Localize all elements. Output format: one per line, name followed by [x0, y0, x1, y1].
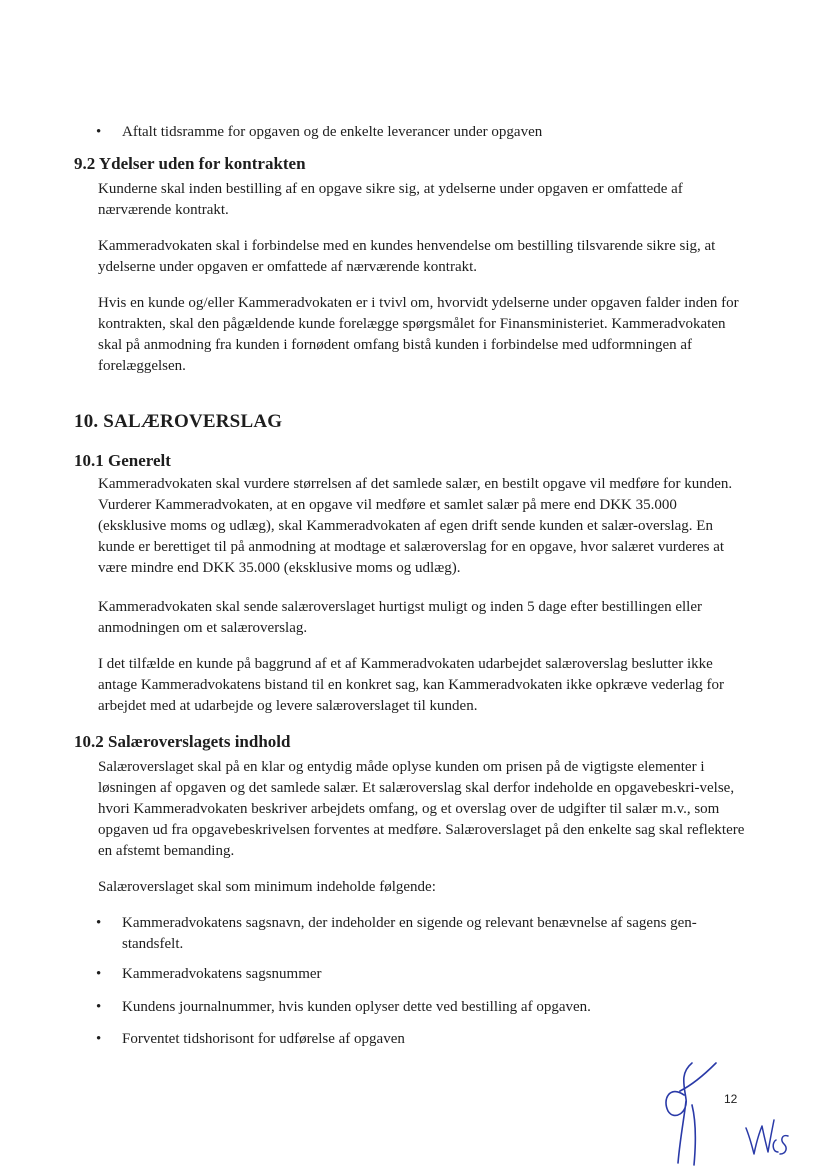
- list-item-text: Aftalt tidsramme for opgaven og de enkelte leverancer under opgaven: [122, 124, 543, 140]
- paragraph: Salæroverslaget skal på en klar og entydig måde oplyse kunden om prisen på de vigtigste elementer i løsningen af opgaven og det samlede salær. Et salæroverslag skal derfor indeholde en opgavebeskri-velse, hvori Kammeradvokaten beskriver arbejdets omfang, og et overslag over de udgifter til salær m.v., som opgaven ud fra opgavebeskrivelsen forventes at medføre. Salæroverslaget på den enkelte sag skal reflektere en afstemt bemanding.: [98, 759, 745, 859]
- paragraph: I det tilfælde en kunde på baggrund af et af Kammeradvokaten udarbejdet salæroverslag beslutter ikke antage Kammeradvokatens bistand til en konkret sag, kan Kammeradvokaten ikke opkræve vederlag for arbejdet med at udarbejde og levere salæroverslaget til kunden.: [98, 656, 725, 714]
- list-item: [96, 913, 746, 955]
- signature-initials-2: [742, 1110, 790, 1158]
- list-item-text: Forventet tidshorisont for udførelse af opgaven: [122, 1031, 405, 1047]
- list-item-text: Kammeradvokatens sagsnummer: [122, 966, 322, 982]
- paragraph: Kammeradvokaten skal vurdere størrelsen af det samlede salær, en bestilt opgave vil medføre for kunden. Vurderer Kammeradvokaten, at en opgave vil medføre et samlet salær på mere end DKK 35.000 (eksklusive moms og udlæg), skal Kammeradvokaten af egen drift sende kunden et salær-overslag. En kunde er berettiget til på anmodning at modtage et salæroverslag for en opgave, hvor salæret vurderes at være mindre end DKK 35.000 (eksklusive moms og udlæg).: [98, 476, 733, 576]
- page-number: 12: [724, 1092, 738, 1106]
- list-item-text: Kammeradvokatens sagsnavn, der indeholder en sigende og relevant benævnelse af sagens gen-standsfelt.: [122, 915, 697, 952]
- list-item: [96, 1029, 746, 1050]
- list-item: [96, 997, 746, 1018]
- paragraph: Hvis en kunde og/eller Kammeradvokaten er i tvivl om, hvorvidt ydelserne under opgaven falder inden for kontrakten, skal den pågældende kunde forelægge spørgsmålet for Finansministeriet. Kammeradvokaten skal på anmodning fra kunden i fornødent omfang bistå kunden i forbindelse med udformningen af forelæggelsen.: [98, 295, 739, 374]
- signature-stroke: [666, 1063, 716, 1165]
- chapter-heading: 10. SALÆROVERSLAG: [74, 411, 283, 432]
- paragraph: Kammeradvokaten skal sende salæroverslaget hurtigst muligt og inden 5 dage efter bestillingen eller anmodningen om et salæroverslag.: [98, 599, 702, 636]
- bullet-glyph: •: [96, 1031, 102, 1047]
- section-heading: 10.2 Salæroverslagets indhold: [74, 732, 291, 751]
- section-heading: 9.2 Ydelser uden for kontrakten: [74, 154, 306, 173]
- bullet-glyph: •: [96, 915, 102, 931]
- list-item: [96, 964, 746, 985]
- bullet-glyph: •: [96, 124, 102, 140]
- bullet-glyph: •: [96, 966, 102, 982]
- paragraph: Kammeradvokaten skal i forbindelse med en kundes henvendelse om bestilling tilsvarende sikre sig, at ydelserne under opgaven er omfattede af nærværende kontrakt.: [98, 238, 716, 275]
- section-heading: 10.1 Generelt: [74, 451, 171, 470]
- signature-initials-1: [640, 1055, 730, 1169]
- paragraph: Salæroverslaget skal som minimum indeholde følgende:: [98, 879, 436, 895]
- paragraph: Kunderne skal inden bestilling af en opgave sikre sig, at ydelserne under opgaven er omfattede af nærværende kontrakt.: [98, 181, 683, 218]
- list-item-text: Kundens journalnummer, hvis kunden oplyser dette ved bestilling af opgaven.: [122, 999, 591, 1015]
- signature-stroke: [746, 1120, 788, 1154]
- bullet-glyph: •: [96, 999, 102, 1015]
- list-item: [96, 122, 746, 143]
